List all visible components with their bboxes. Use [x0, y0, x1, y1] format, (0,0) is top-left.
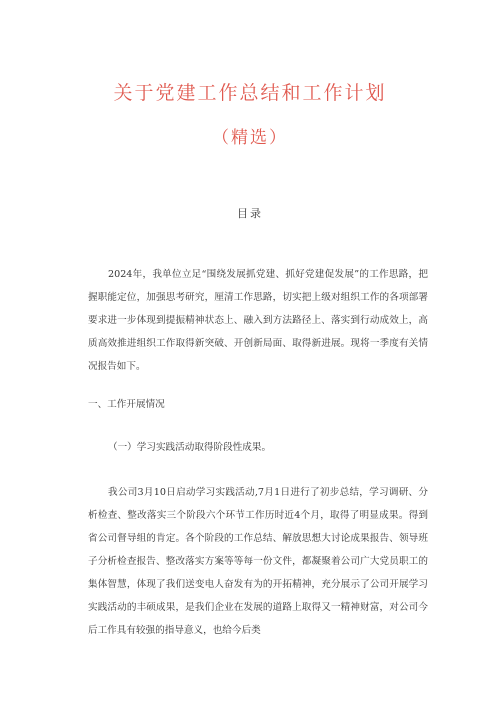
subsection-heading: （一）学习实践活动取得阶段性成果。	[108, 442, 272, 453]
section-heading: 一、工作开展情况	[88, 399, 165, 410]
intro-paragraph: 2024年，我单位立足“围绕发展抓党建、抓好党建促发展”的工作思路，把握职能定位，加强思考研究，厘清工作思路，切实把上级对组织工作的各项部署要求进一步体现到提振精神状态上、融入到方法路径上、落实到行动成效上，高质高效推进组织工作取得新突破、开创新局面、取得新进展。现将一季度有关情况报告如下。	[88, 269, 428, 372]
document-subtitle: （精选）	[212, 128, 288, 148]
body-paragraph: 我公司3月10日启动学习实践活动,7月1日进行了初步总结，学习调研、分析检查、整改落实三个阶段六个环节工作历时近4个月，取得了明显成果。得到省公司督导组的肯定。各个阶段的工作总结、解放思想大讨论成果报告、领导班子分析检查报告、整改落实方案等等每一份文件，都凝聚着公司广大党员职工的集体智慧，体现了我们送变电人奋发有为的开拓精神，充分展示了公司开展学习实践活动的丰硕成果，是我们企业在发展的道路上取得又一精神财富，对公司今后工作具有较强的指导意义，也给今后类	[88, 487, 428, 636]
toc-heading: 目录	[237, 207, 263, 220]
document-title: 关于党建工作总结和工作计划	[113, 82, 387, 104]
